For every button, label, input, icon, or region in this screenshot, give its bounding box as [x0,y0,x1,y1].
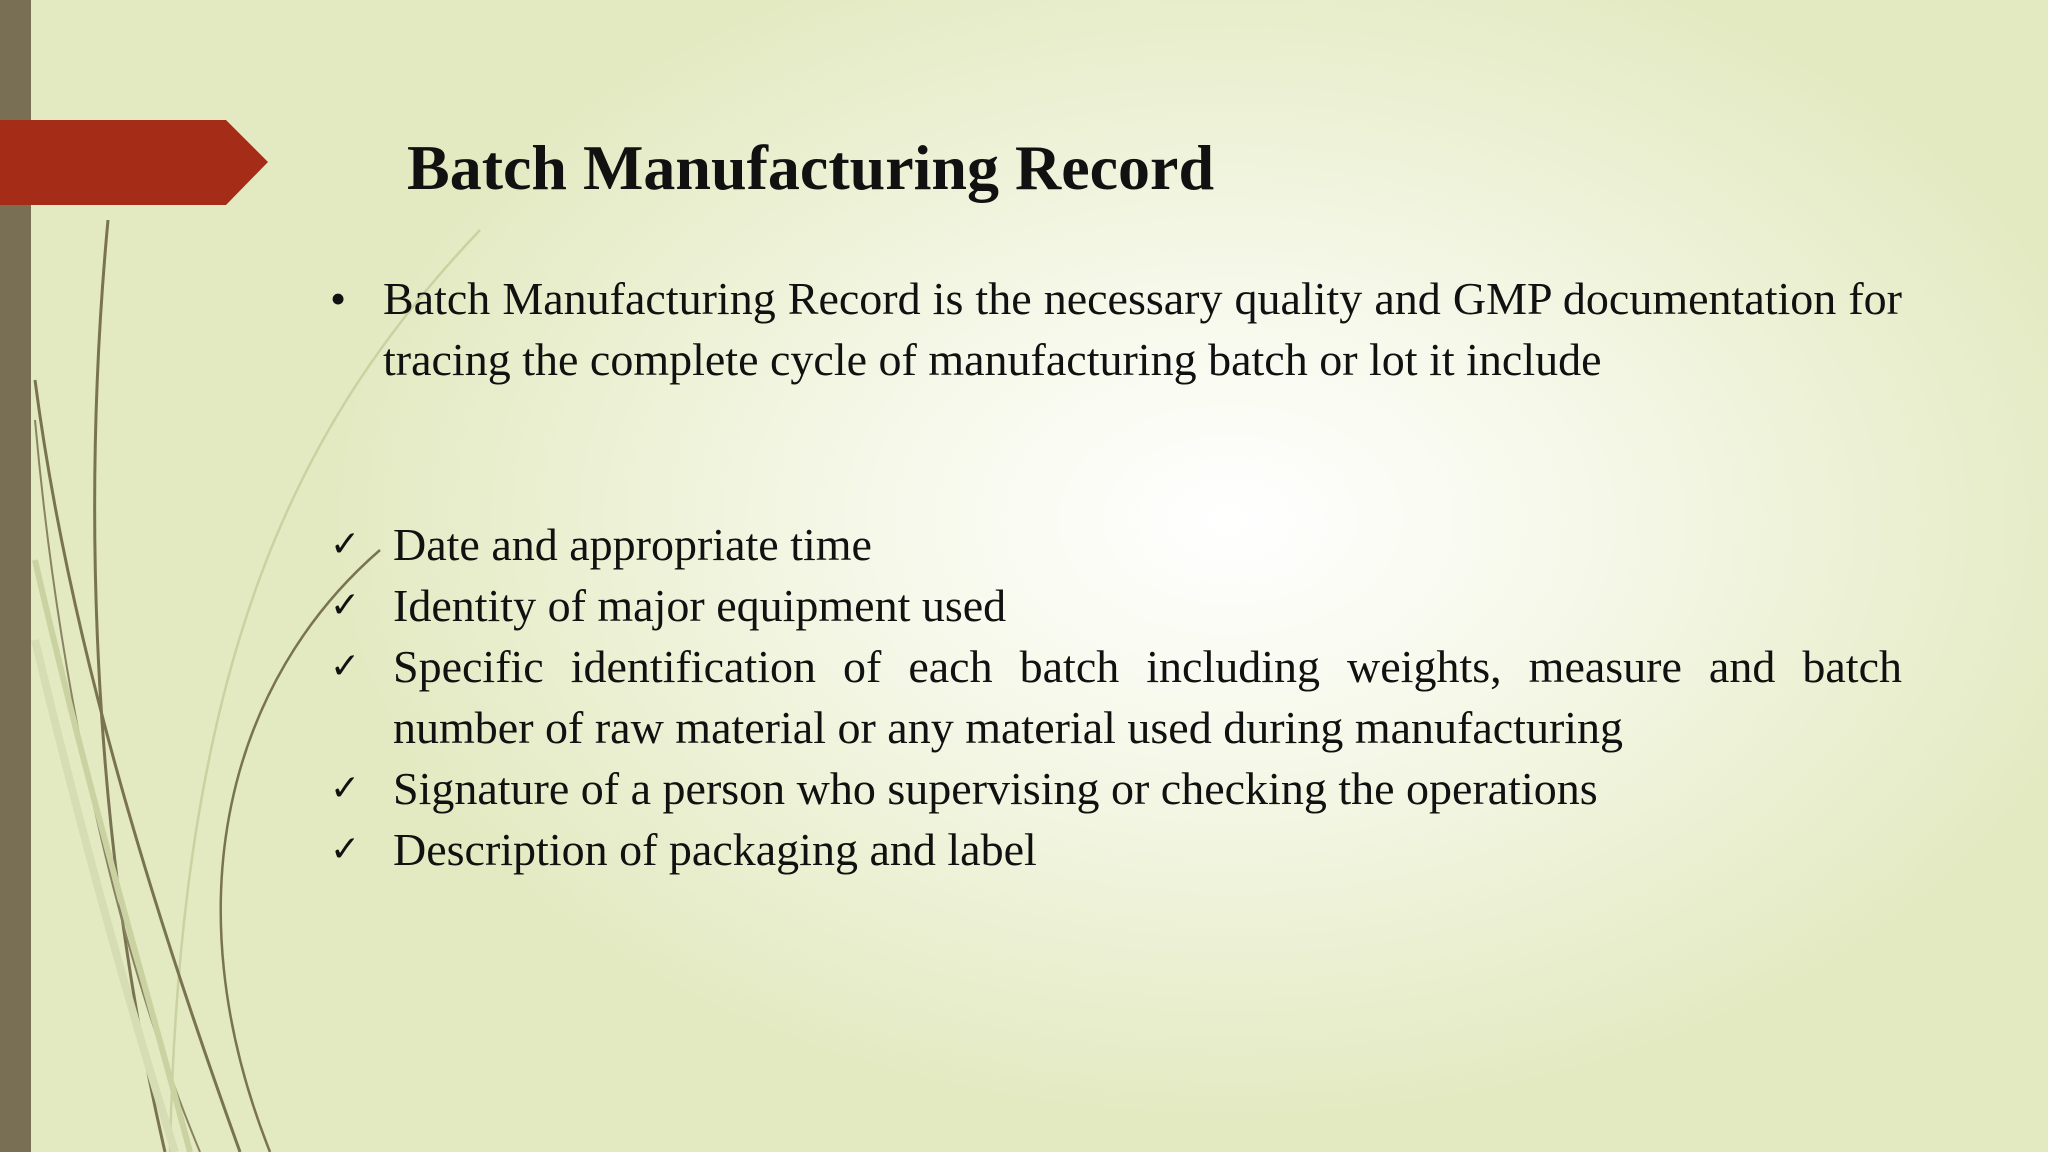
checklist-item [330,514,1902,575]
checkmark-icon: ✓ [330,646,361,687]
bullet-icon: • [330,273,347,324]
checklist-item-text: Signature of a person who supervising or checking the operations [393,763,1598,814]
title-arrow-shape [0,120,268,205]
checkmark-icon: ✓ [330,768,361,809]
checklist-item-text: Identity of major equipment used [393,580,1007,631]
checklist-item [330,636,1902,758]
checklist-item-text: Date and appropriate time [393,519,872,570]
checklist-item [330,819,1902,880]
checkmark-icon: ✓ [330,524,361,565]
checkmark-icon: ✓ [330,585,361,626]
checklist-item [330,758,1902,819]
checklist-item-text: Description of packaging and label [393,824,1037,875]
checkmark-icon: ✓ [330,829,361,870]
checklist-item [330,575,1902,636]
checklist-item-text: Specific identification of each batch including weights, measure and batch number of raw material or any material used during manufacturing [393,641,1902,753]
intro-paragraph [330,268,1902,390]
slide-title: Batch Manufacturing Record [407,132,1215,203]
intro-text: Batch Manufacturing Record is the necessary quality and GMP documentation for tracing the complete cycle of manufacturing batch or lot it include [383,273,1902,385]
checklist [330,514,1902,880]
